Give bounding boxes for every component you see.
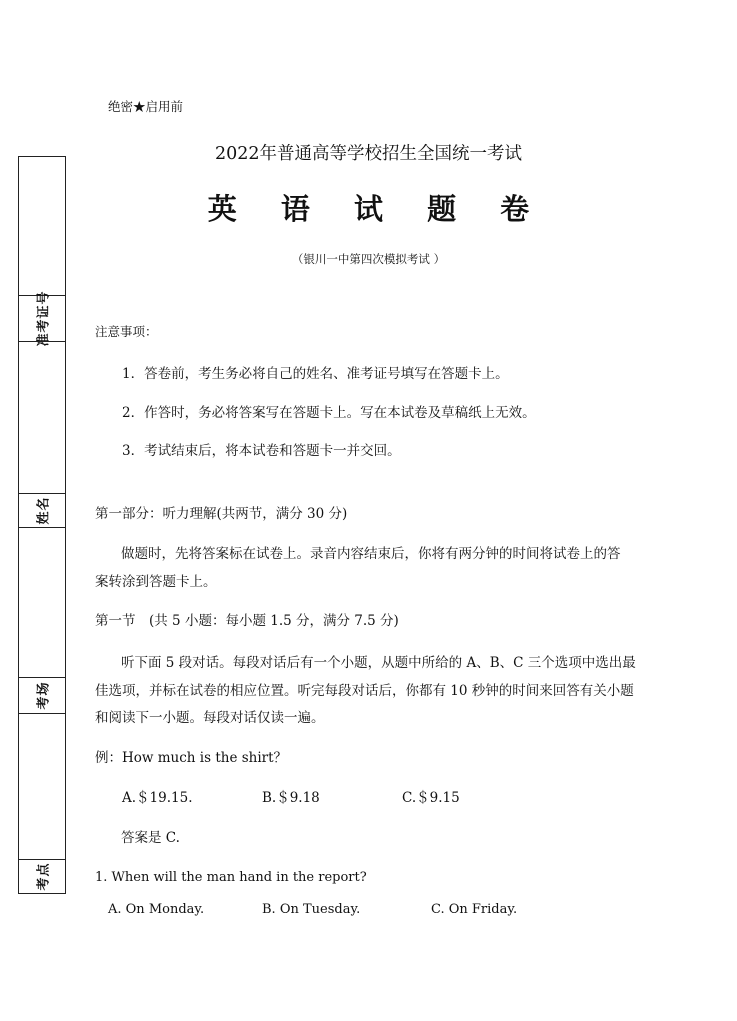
strip-label-exam-room: 考场 [36, 680, 52, 710]
part1-instruction-line2: 案转涂到答题卡上。 [95, 574, 217, 590]
example-option-a: A.＄19.15. [122, 790, 193, 806]
notes-item-2: 2．作答时，务必将答案写在答题卡上。写在本试卷及草稿纸上无效。 [122, 405, 536, 421]
notes-heading: 注意事项： [95, 324, 158, 339]
section1-line3: 和阅读下一小题。每段对话仅读一遍。 [95, 710, 325, 726]
section1-heading: 第一节 (共 5 小题：每小题 1.5 分，满分 7.5 分) [95, 613, 399, 629]
strip-label-exam-number: 准考证号 [36, 289, 52, 347]
paper-title: 英 语 试 题 卷 [207, 192, 547, 226]
exam-title: 2022年普通高等学校招生全国统一考试 [214, 144, 523, 164]
question-1-option-c: C. On Friday. [431, 902, 518, 917]
part1-instruction-line1: 做题时，先将答案标在试卷上。录音内容结束后，你将有两分钟的时间将试卷上的答 [121, 546, 621, 562]
strip-divider [19, 713, 65, 714]
example-option-c: C.＄9.15 [402, 790, 460, 806]
question-1-stem: 1. When will the man hand in the report? [95, 870, 367, 885]
question-1-option-a: A. On Monday. [108, 902, 205, 917]
example-option-b: B.＄9.18 [262, 790, 320, 806]
question-1-option-b: B. On Tuesday. [262, 902, 361, 917]
strip-label-name: 姓名 [36, 495, 52, 525]
paper-subtitle: （银川一中第四次模拟考试 ） [291, 252, 446, 266]
strip-divider [19, 341, 65, 342]
strip-label-exam-site: 考点 [36, 862, 52, 891]
example-question: 例：How much is the shirt？ [95, 750, 288, 766]
notes-item-3: 3．考试结束后，将本试卷和答题卡一并交回。 [122, 443, 401, 459]
notes-item-1: 1．答卷前，考生务必将自己的姓名、准考证号填写在答题卡上。 [122, 366, 509, 382]
strip-divider [19, 527, 65, 528]
example-answer: 答案是 C. [121, 830, 180, 846]
secret-mark: 绝密★启用前 [108, 99, 184, 114]
section1-line2: 佳选项，并标在试卷的相应位置。听完每段对话后，你都有 10 秒钟的时间来回答有关小题 [95, 683, 634, 699]
section1-line1: 听下面 5 段对话。每段对话后有一个小题，从题中所给的 A、B、C 三个选项中选出最 [121, 655, 636, 671]
part1-heading: 第一部分：听力理解(共两节，满分 30 分) [95, 506, 348, 522]
